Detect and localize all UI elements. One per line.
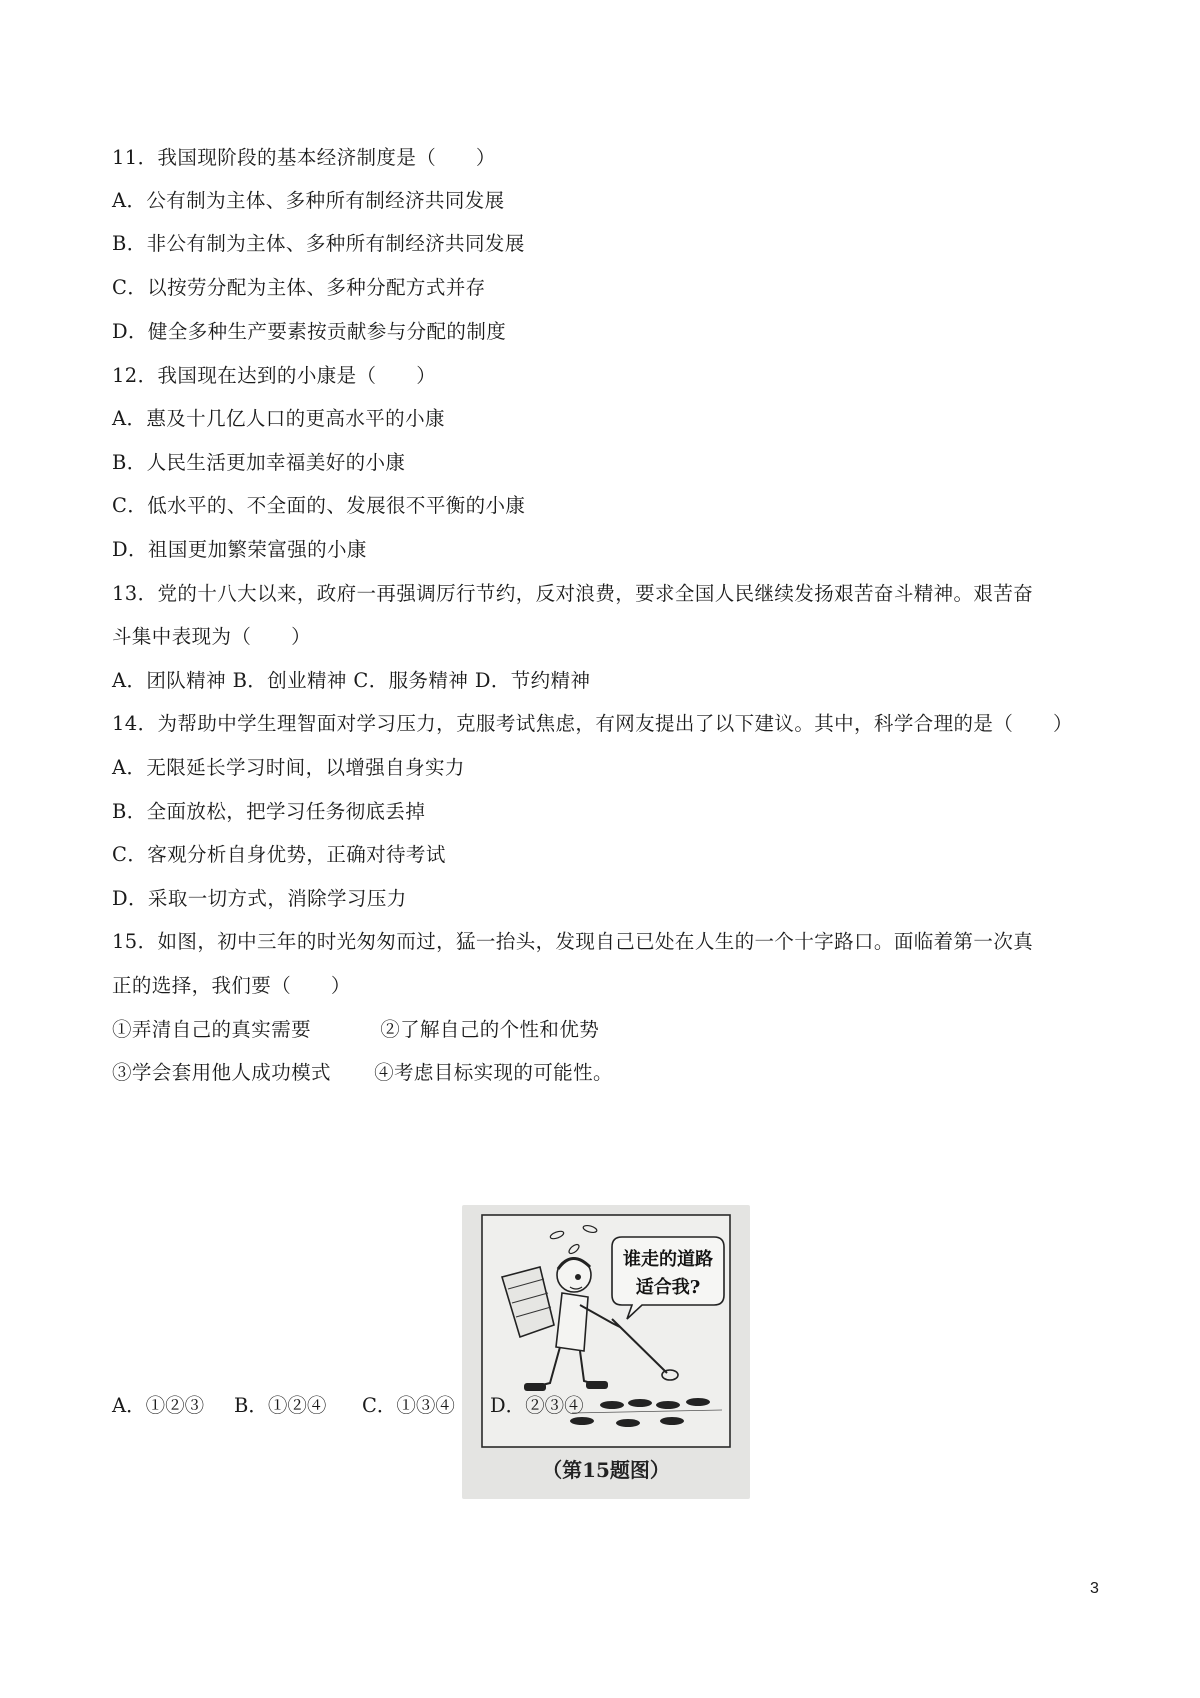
speech-line-2: 适合我? — [635, 1277, 701, 1298]
q15-items-row2 — [112, 1061, 613, 1085]
q15-option-a: A．①②③ — [112, 1394, 205, 1417]
q15-item-2: ②了解自己的个性和优势 — [380, 1018, 600, 1041]
q15-cartoon-figure — [462, 1205, 750, 1499]
q15-item-4: ④考虑目标实现的可能性。 — [374, 1061, 613, 1084]
q15-option-d: D．②③④ — [490, 1394, 584, 1417]
speech-line-1: 谁走的道路 — [623, 1249, 713, 1270]
q13-options: A．团队精神 B．创业精神 C．服务精神 D．节约精神 — [112, 669, 591, 692]
page-number: 3 — [1090, 1580, 1099, 1597]
q15-option-c: C．①③④ — [362, 1394, 455, 1417]
q13-stem-line2: 斗集中表现为（ ） — [112, 625, 312, 648]
cartoon-illustration — [462, 1205, 750, 1499]
q14-stem: 14．为帮助中学生理智面对学习压力，克服考试焦虑，有网友提出了以下建议。其中，科学合理的是（ ） — [112, 712, 1073, 735]
q15-options — [112, 1394, 584, 1418]
q12-option-b: B．人民生活更加幸福美好的小康 — [112, 451, 406, 474]
q12-option-c: C．低水平的、不全面的、发展很不平衡的小康 — [112, 494, 526, 517]
q12-option-d: D．祖国更加繁荣富强的小康 — [112, 538, 367, 561]
q14-option-d: D．采取一切方式，消除学习压力 — [112, 887, 407, 910]
q11-stem: 11．我国现阶段的基本经济制度是（ ） — [112, 146, 496, 169]
q12-stem: 12．我国现在达到的小康是（ ） — [112, 364, 437, 387]
q15-option-b: B．①②④ — [234, 1394, 327, 1417]
q15-stem-line1: 15．如图，初中三年的时光匆匆而过，猛一抬头，发现自己已处在人生的一个十字路口。面临着第一次真 — [112, 930, 1034, 953]
q12-option-a: A．惠及十几亿人口的更高水平的小康 — [112, 407, 445, 430]
q11-option-d: D．健全多种生产要素按贡献参与分配的制度 — [112, 320, 507, 343]
q11-option-b: B．非公有制为主体、多种所有制经济共同发展 — [112, 232, 525, 255]
q15-items-row1 — [112, 1018, 599, 1042]
q15-stem-line2: 正的选择，我们要（ ） — [112, 974, 351, 997]
q11-option-a: A．公有制为主体、多种所有制经济共同发展 — [112, 189, 505, 212]
q14-option-b: B．全面放松，把学习任务彻底丢掉 — [112, 800, 426, 823]
q15-item-1: ①弄清自己的真实需要 — [112, 1018, 312, 1041]
q13-stem-line1: 13．党的十八大以来，政府一再强调厉行节约，反对浪费，要求全国人民继续发扬艰苦奋斗精神。艰苦奋 — [112, 582, 1034, 605]
q14-option-c: C．客观分析自身优势，正确对待考试 — [112, 843, 446, 866]
q11-option-c: C．以按劳分配为主体、多种分配方式并存 — [112, 276, 486, 299]
q15-item-3: ③学会套用他人成功模式 — [112, 1061, 331, 1084]
q14-option-a: A．无限延长学习时间，以增强自身实力 — [112, 756, 465, 779]
figure-caption: （第15题图） — [542, 1458, 670, 1482]
